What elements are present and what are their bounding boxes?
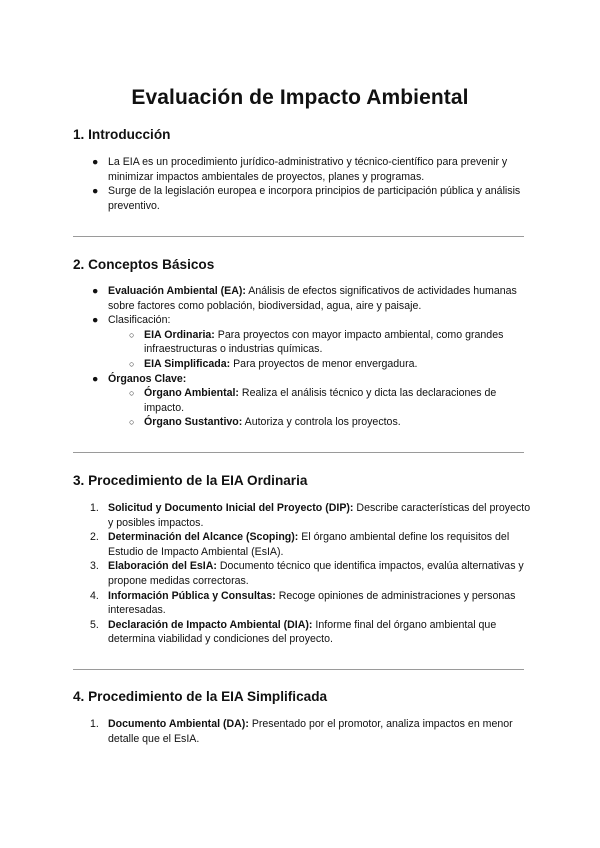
bullet-icon: ●	[92, 285, 99, 297]
numbered-item: 5. Declaración de Impacto Ambiental (DIA): Informe final del órgano ambiental que determina viabilidad y condiciones del proyecto.	[90, 618, 497, 646]
document-title: Evaluación de Impacto Ambiental	[131, 86, 469, 109]
bullet-icon: ●	[92, 185, 99, 198]
conceptos-list	[73, 284, 533, 430]
sub-list-item: ○ EIA Ordinaria: Para proyectos con mayor impacto ambiental, como grandes infraestructuras o industrias químicas.	[129, 328, 504, 356]
bullet-icon: ●	[92, 372, 99, 385]
list-item: ● Surge de la legislación europea e incorpora principios de participación pública y análisis preventivo.	[92, 185, 521, 212]
bullet-icon: ●	[92, 156, 99, 168]
sub-list-item: ○ Órgano Ambiental: Realiza el análisis técnico y dicta las declaraciones de impacto.	[129, 387, 497, 414]
section-heading-conceptos: 2. Conceptos Básicos	[73, 257, 215, 272]
section-divider	[73, 452, 524, 453]
section-heading-introduccion: 1. Introducción	[73, 127, 171, 142]
numbered-item: 1. Documento Ambiental (DA): Presentado por el promotor, analiza impactos en menor detalle que el EsIA.	[90, 718, 513, 745]
numbered-item: 4. Información Pública y Consultas: Recoge opiniones de administraciones y personas interesadas.	[90, 589, 516, 617]
section-divider	[73, 236, 524, 237]
list-item: ● Clasificación:	[92, 314, 171, 327]
ordinaria-steps	[73, 501, 533, 647]
section-heading-simplificada: 4. Procedimiento de la EIA Simplificada	[73, 689, 328, 704]
section-divider	[73, 669, 524, 670]
circle-bullet-icon: ○	[129, 358, 135, 369]
list-item: ● Órganos Clave:	[92, 372, 187, 385]
numbered-item: 2. Determinación del Alcance (Scoping): El órgano ambiental define los requisitos del Estudio de Impacto Ambiental (EsIA).	[90, 531, 510, 558]
sub-list-item: ○ EIA Simplificada: Para proyectos de menor envergadura.	[129, 357, 418, 370]
sub-list-item: ○ Órgano Sustantivo: Autoriza y controla los proyectos.	[129, 416, 401, 429]
numbered-item: 3. Elaboración del EsIA: Documento técnico que identifica impactos, evalúa alternativas y propone medidas correctoras.	[90, 560, 524, 587]
circle-bullet-icon: ○	[129, 388, 135, 399]
list-item: ● Evaluación Ambiental (EA): Análisis de efectos significativos de actividades humanas sobre factores como población, biodiversidad, agua, aire y paisaje.	[92, 285, 517, 312]
bullet-icon: ●	[92, 314, 99, 327]
list-item: ● La EIA es un procedimiento jurídico-administrativo y técnico-científico para prevenir y minimizar impactos ambientales de proyectos, planes y programas.	[92, 156, 508, 183]
circle-bullet-icon: ○	[129, 417, 135, 428]
simplificada-steps	[73, 717, 533, 746]
numbered-item: 1. Solicitud y Documento Inicial del Proyecto (DIP): Describe características del proyecto y posibles impactos.	[90, 502, 531, 529]
intro-list	[73, 155, 533, 213]
section-heading-ordinaria: 3. Procedimiento de la EIA Ordinaria	[73, 473, 308, 488]
circle-bullet-icon: ○	[129, 329, 135, 340]
